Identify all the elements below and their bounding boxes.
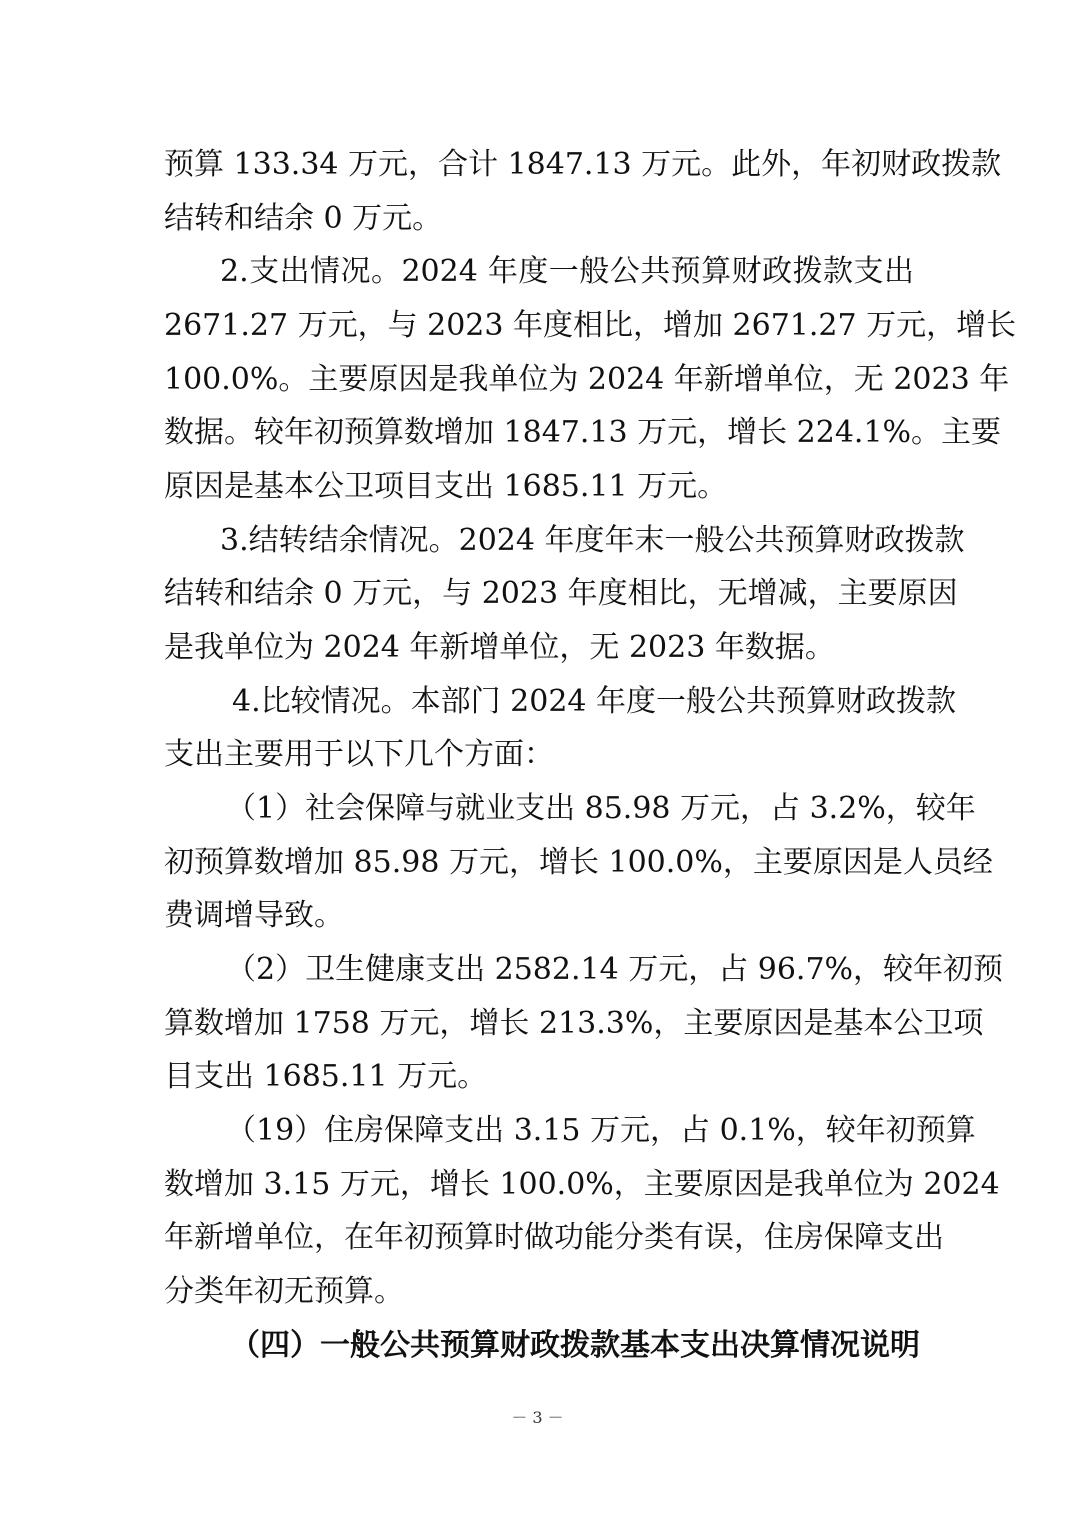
paragraph-line: 是我单位为 2024 年新增单位，无 2023 年数据。 <box>164 630 835 665</box>
paragraph-line: 数据。较年初预算数增加 1847.13 万元，增长 224.1%。主要 <box>164 415 1002 450</box>
paragraph-line: 原因是基本公卫项目支出 1685.11 万元。 <box>164 469 728 504</box>
paragraph-line: 100.0%。主要原因是我单位为 2024 年新增单位，无 2023 年 <box>164 362 1010 397</box>
paragraph-line: 初预算数增加 85.98 万元，增长 100.0%，主要原因是人员经 <box>164 845 993 880</box>
paragraph-line: 结转和结余 0 万元。 <box>164 201 443 236</box>
page-number: － 3 － <box>511 1408 564 1427</box>
section-heading: （四）一般公共预算财政拨款基本支出决算情况说明 <box>230 1328 920 1363</box>
paragraph-line: 预算 133.34 万元，合计 1847.13 万元。此外，年初财政拨款 <box>164 147 1002 182</box>
paragraph-line: 费调增导致。 <box>164 898 344 933</box>
paragraph-line: （1）社会保障与就业支出 85.98 万元，占 3.2%，较年 <box>226 791 976 826</box>
paragraph-line: 数增加 3.15 万元，增长 100.0%，主要原因是我单位为 2024 <box>164 1167 1000 1202</box>
paragraph-line: （2）卫生健康支出 2582.14 万元，占 96.7%，较年初预 <box>226 952 1004 987</box>
paragraph-line: 2671.27 万元，与 2023 年度相比，增加 2671.27 万元，增长 <box>164 308 1017 343</box>
paragraph-line: 支出主要用于以下几个方面： <box>164 737 554 772</box>
paragraph-line: 4.比较情况。本部门 2024 年度一般公共预算财政拨款 <box>232 684 957 719</box>
paragraph-line: 分类年初无预算。 <box>164 1274 404 1309</box>
paragraph-line: 结转和结余 0 万元，与 2023 年度相比，无增减，主要原因 <box>164 576 958 611</box>
paragraph-line: 年新增单位，在年初预算时做功能分类有误，住房保障支出 <box>164 1220 944 1255</box>
paragraph-line: 目支出 1685.11 万元。 <box>164 1059 488 1094</box>
paragraph-line: 3.结转结余情况。2024 年度年末一般公共预算财政拨款 <box>220 523 965 558</box>
paragraph-line: （19）住房保障支出 3.15 万元，占 0.1%，较年初预算 <box>226 1113 976 1148</box>
paragraph-line: 算数增加 1758 万元，增长 213.3%，主要原因是基本公卫项 <box>164 1006 984 1041</box>
paragraph-line: 2.支出情况。2024 年度一般公共预算财政拨款支出 <box>220 254 914 289</box>
